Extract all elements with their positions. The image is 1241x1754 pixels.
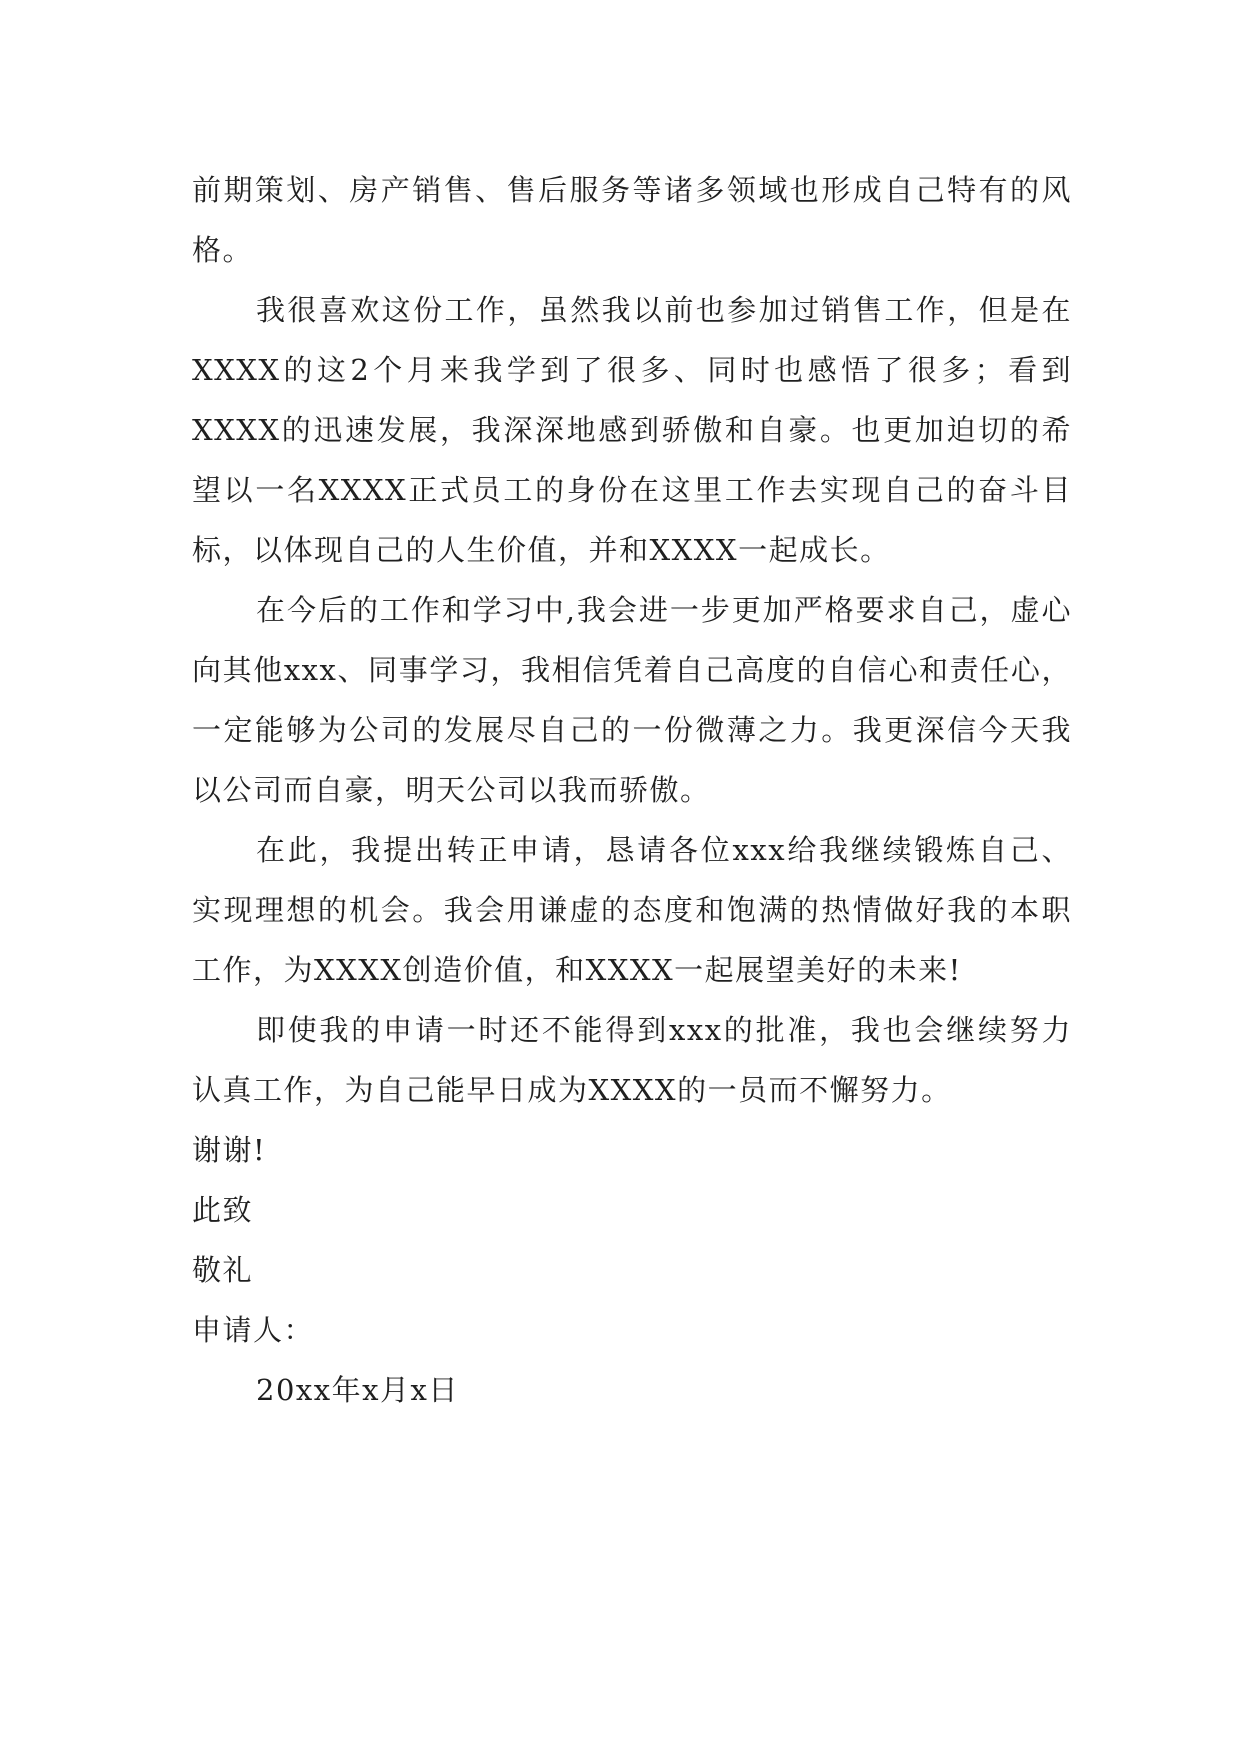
paragraph-job-appreciation: 我很喜欢这份工作，虽然我以前也参加过销售工作，但是在XXXX的这2个月来我学到了很多、同时也感悟了很多；看到XXXX的迅速发展，我深深地感到骄傲和自豪。也更加迫切的希望以一名XXXX正式员工的身份在这里工作去实现自己的奋斗目标，以体现自己的人生价值，并和XXXX一起成长。 bbox=[192, 293, 1072, 567]
closing-line-1: 此致 bbox=[192, 1193, 254, 1227]
paragraph-continued-effort: 即使我的申请一时还不能得到xxx的批准，我也会继续努力认真工作，为自己能早日成为XXXX的一员而不懈努力。 bbox=[192, 1013, 1072, 1107]
date-line: 20xx年x月x日 bbox=[256, 1373, 459, 1407]
applicant-label: 申请人： bbox=[192, 1313, 315, 1347]
letter-body bbox=[192, 160, 1072, 1420]
thanks-line: 谢谢! bbox=[192, 1133, 267, 1167]
paragraph-continuation: 前期策划、房产销售、售后服务等诸多领域也形成自己特有的风格。 bbox=[192, 173, 1072, 267]
paragraph-application-request: 在此，我提出转正申请，恳请各位xxx给我继续锻炼自己、实现理想的机会。我会用谦虚的态度和饱满的热情做好我的本职工作，为XXXX创造价值，和XXXX一起展望美好的未来! bbox=[192, 833, 1072, 987]
closing-line-2: 敬礼 bbox=[192, 1253, 254, 1287]
paragraph-future-commitment: 在今后的工作和学习中,我会进一步更加严格要求自己，虚心向其他xxx、同事学习，我相信凭着自己高度的自信心和责任心，一定能够为公司的发展尽自己的一份微薄之力。我更深信今天我以公司而自豪，明天公司以我而骄傲。 bbox=[192, 593, 1072, 807]
